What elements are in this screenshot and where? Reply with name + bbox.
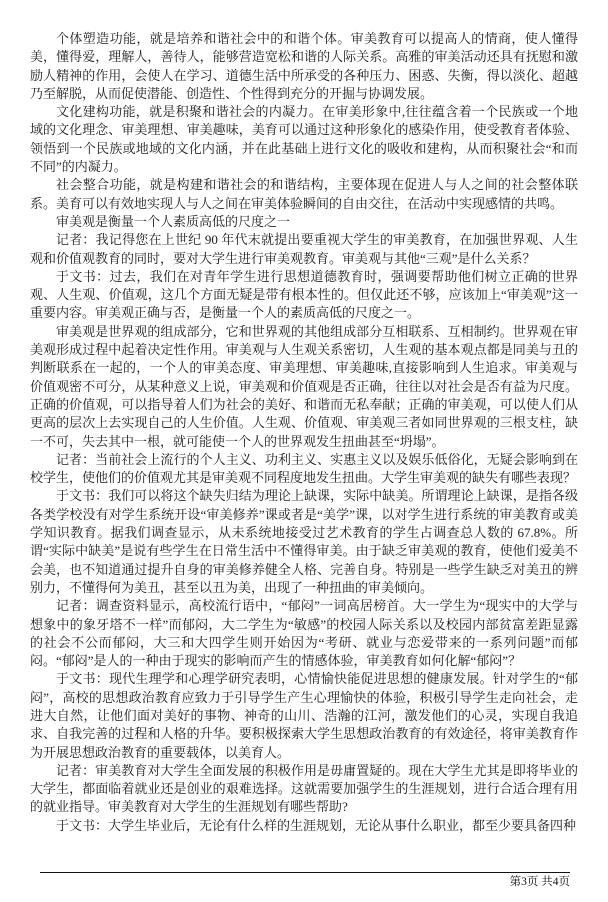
paragraph-reporter-question-4: 记者：审美教育对大学生全面发展的积极作用是毋庸置疑的。现在大学生尤其是即将毕业的大学生，都面临着就业还是创业的艰难选择。这就需要加强学生的生涯规划，进行合适合理有用的就业指导。审美教育对大学生的生涯规划有哪些帮助?	[30, 762, 578, 815]
paragraph-yuwenshu-answer-4: 于文书：大学生毕业后，无论有什么样的生涯规划，无论从事什么职业，都至少要具备四种	[56, 817, 577, 833]
paragraph-yuwenshu-answer-3: 于文书：现代生理学和心理学研究表明，心情愉快能促进思想的健康发展。针对学生的“郁闷”，高校的思想政治教育应致力于引导学生产生心理愉快的体验，积极引导学生走向社会，走进大自然，让他们面对美好的事物、神奇的山川、浩瀚的江河，激发他们的心灵，实现自我追求、自我完善的过程和人格的升华。要积极探索大学生思想政治教育的有效途径，将审美教育作为开展思想政治教育的重要载体，以美育人。	[30, 671, 578, 760]
paragraph-yuwenshu-answer-2: 于文书：我们可以将这个缺失归结为理论上缺课，实际中缺美。所谓理论上缺课，是指各级各类学校没有对学生系统开设“审美修养”课或者是“美学”课，以对学生进行系统的审美教育或美学知识教育。据我们调查显示，从未系统地接受过艺术教育的学生占调查总人数的 67.8%。所谓“实际中缺美”是说有些学生在日常生活中不懂得审美。由于缺乏审美观的教育，使他们爱美不会美，也不知道通过提升自身的审美修养健全人格、完善自身。特别是一些学生缺乏对美丑的辨别力，不懂得何为美丑，甚至以丑为美，出现了一种扭曲的审美倾向。	[30, 488, 578, 595]
paragraph-yuwenshu-answer-1: 于文书：过去，我们在对青年学生进行思想道德教育时，强调要帮助他们树立正确的世界观、人生观、价值观，这几个方面无疑是带有根本性的。但仅此还不够，应该加上“审美观”这一重要内容。审美观正确与否，是衡量一个人的素质高低的尺度之一。	[30, 268, 578, 321]
paragraph-reporter-question-3: 记者：调查资料显示，高校流行语中，“郁闷”一词高居榜首。大一学生为“现实中的大学与想象中的象牙塔不一样”而郁闷，大二学生为“敏感”的校园人际关系以及校园内部贫富差距显露的社会不公而郁闷，大三和大四学生则开始因为“考研、就业与恋爱带来的一系列问题”而郁闷。“郁闷”是人的一种由于现实的影响而产生的情感体验，审美教育如何化解“郁闷”？	[30, 598, 578, 669]
document-body	[30, 30, 578, 835]
section-heading-aesthetic-standard: 审美观是衡量一个人素质高低的尺度之一	[56, 213, 291, 229]
page-footer	[0, 872, 608, 890]
paragraph-cultural-construction: 文化建构功能，就是积聚和谐社会的内凝力。在审美形象中,往往蕴含着一个民族或一个地域的文化理念、审美理想、审美趣味，美育可以通过这种形象化的感染作用，使受教育者体验、领悟到一个民族或地域的文化内涵，并在此基础上进行文化的吸收和建构，从而积聚社会“和而不同”的内凝力。	[30, 104, 578, 175]
paragraph-reporter-question-1: 记者：我记得您在上世纪 90 年代末就提出要重视大学生的审美教育，在加强世界观、人生观和价值观教育的同时，要对大学生进行审美观教育。审美观与其他“三观”是什么关系？	[30, 232, 578, 266]
page-number-label: 第3页 共4页	[509, 876, 570, 888]
paragraph-reporter-question-2: 记者：当前社会上流行的个人主义、功利主义、实惠主义以及娱乐低俗化，无疑会影响到在校学生，使他们的价值观尤其是审美观不同程度地发生扭曲。大学生审美观的缺失有哪些表现？	[30, 451, 578, 486]
paragraph-individual-shaping: 个体塑造功能，就是培养和谐社会中的和谐个体。审美教育可以提高人的情商，使人懂得美，懂得爱，理解人，善待人，能够营造宽松和谐的人际关系。高雅的审美活动还具有抚慰和激励人精神的作用，会使人在学习、道德生活中所承受的各种压力、困惑、失衡，得以淡化、超越乃至解脱，从而促使潜能、创造性、个性得到充分的开掘与协调发展。	[30, 31, 578, 101]
paragraph-yuwenshu-answer-1-cont: 审美观是世界观的组成部分，它和世界观的其他组成部分互相联系、互相制约。世界观在审美观形成过程中起着决定性作用。审美观与人生观关系密切，人生观的基本观点都是同美与丑的判断联系在一起的，一个人的审美态度、审美理想、审美趣味,直接影响到人生追求。审美观与价值观密不可分，从某种意义上说，审美观和价值观是否正确，往往以对社会是否有益为尺度。正确的价值观，可以指导着人们为社会的美好、和谐而无私奉献；正确的审美观，可以使人们从更高的层次上去实现自己的人生价值。人生观、价值观、审美观三者如同世界观的三根支柱，缺一不可，失去其中一根，就可能使一个人的世界观发生扭曲甚至“坍塌”。	[30, 323, 578, 449]
paragraph-social-integration: 社会整合功能，就是构建和谐社会的和谐结构，主要体现在促进人与人之间的社会整体联系。美育可以有效地实现人与人之间在审美体验瞬间的自由交往，在活动中实现感情的共鸣。	[30, 177, 578, 211]
footer-divider	[40, 872, 570, 873]
